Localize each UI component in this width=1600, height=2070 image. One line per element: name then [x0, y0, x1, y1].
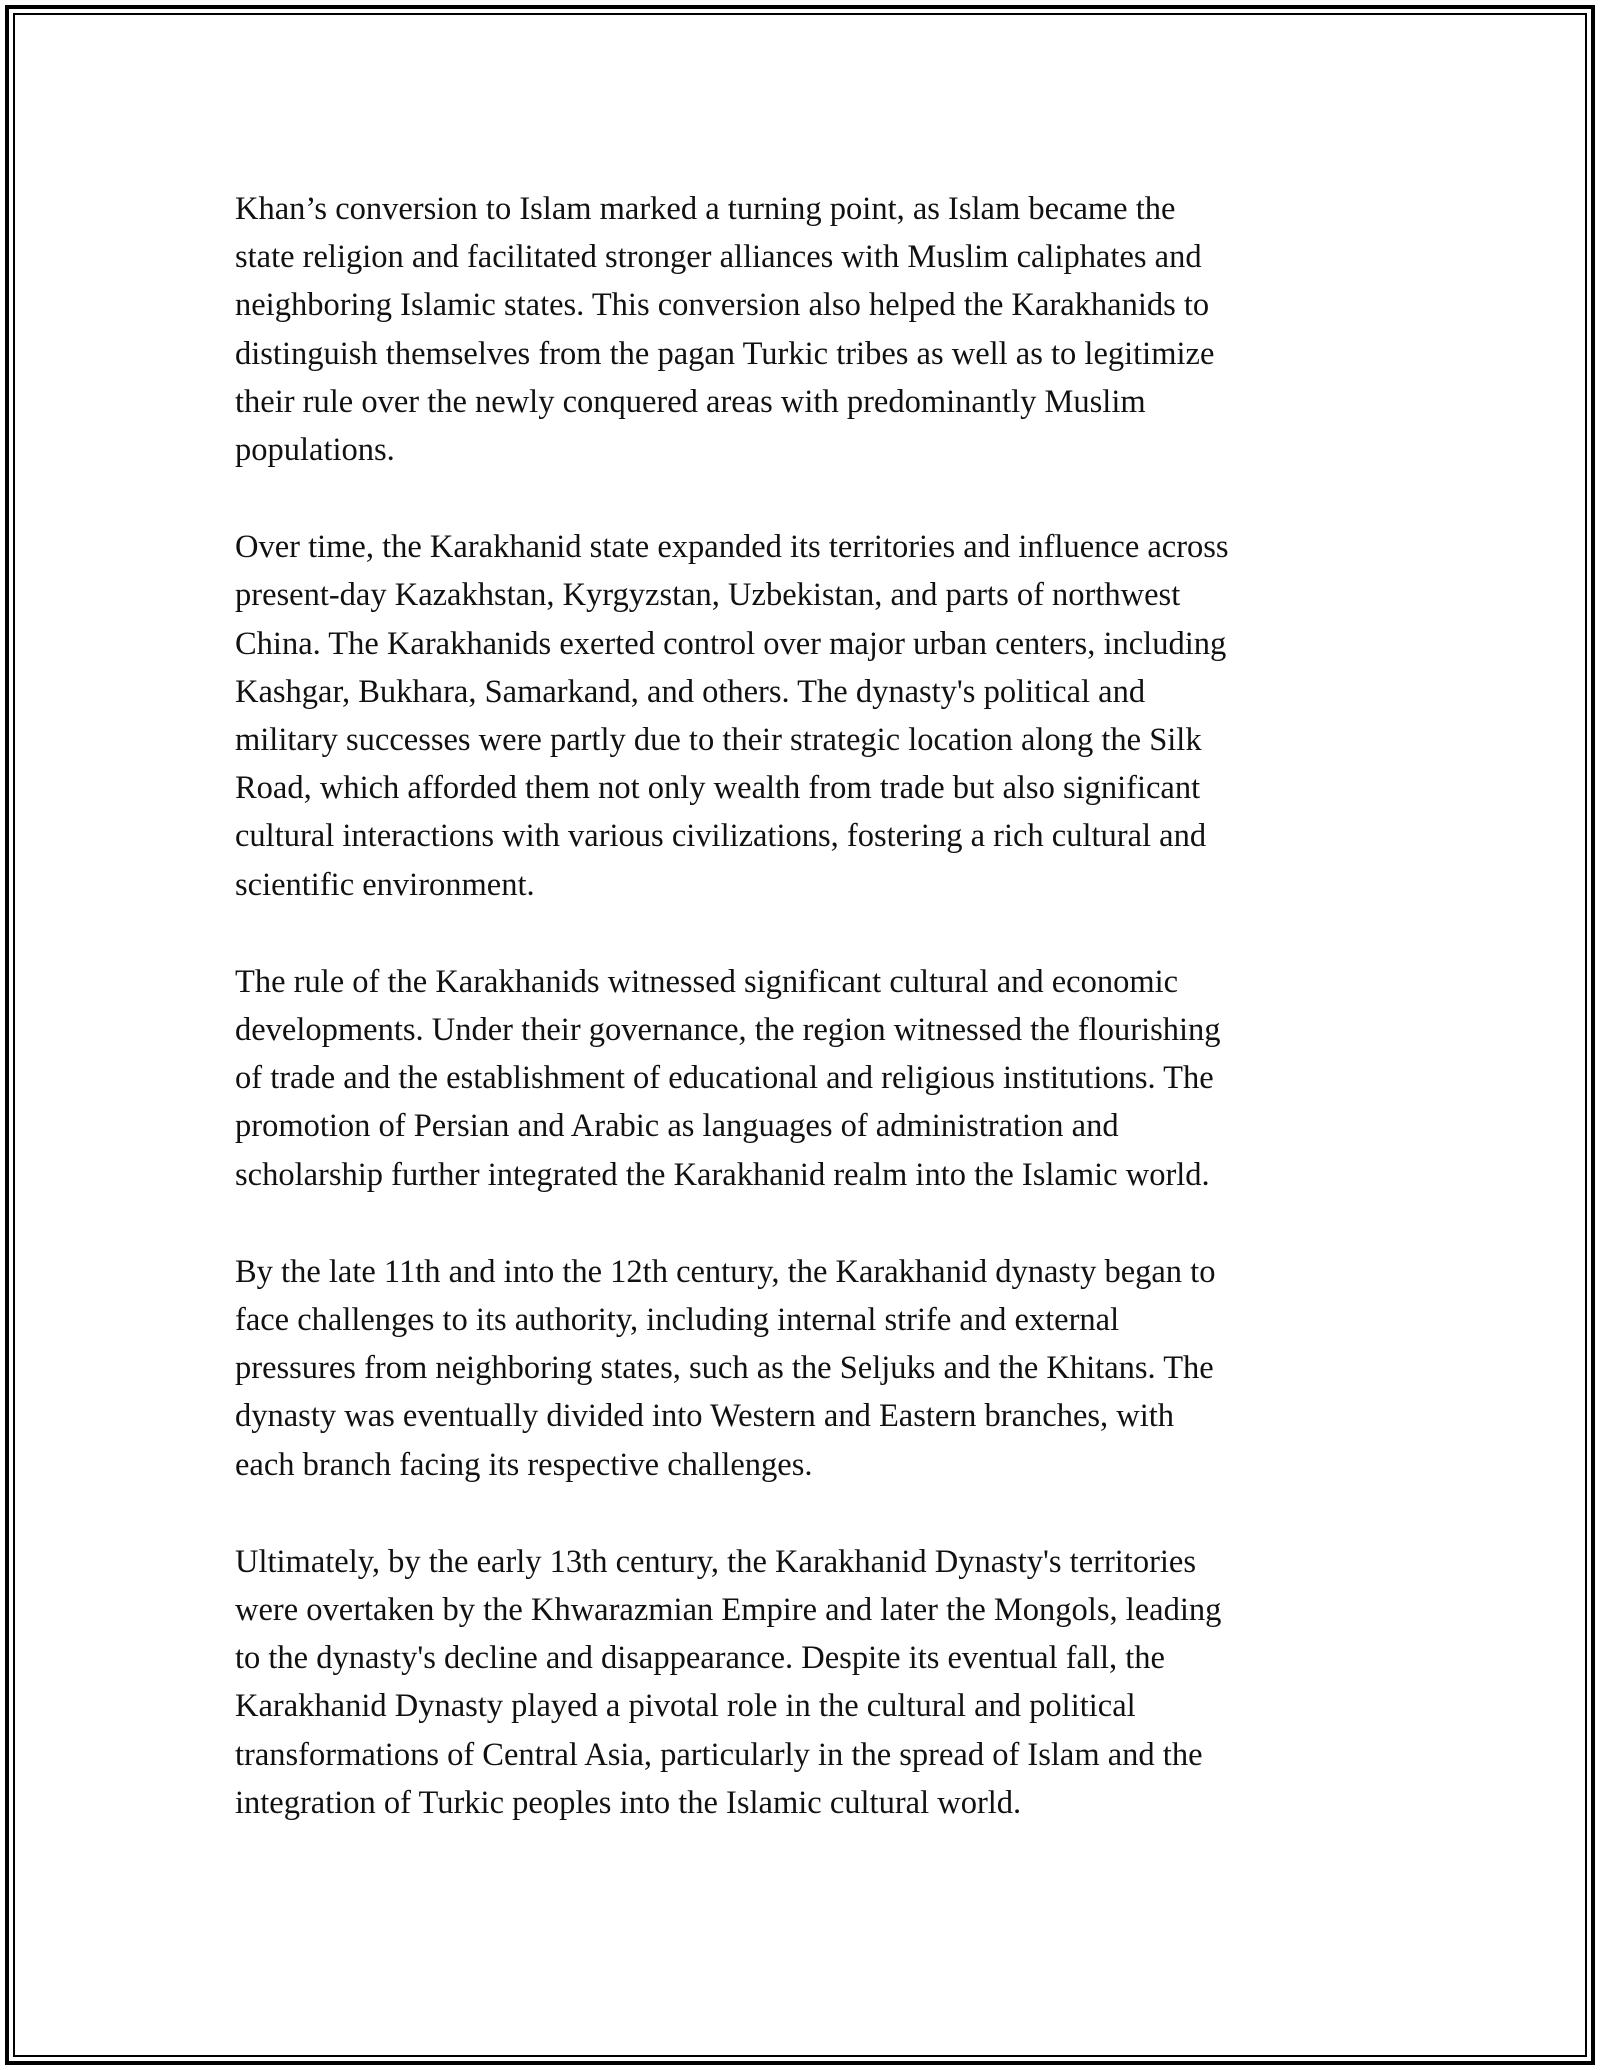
document-body — [235, 185, 1370, 1876]
paragraph-conversion: Khan’s conversion to Islam marked a turning point, as Islam became the state religion and facilitated stronger alliances with Muslim caliphates and neighboring Islamic states. This conversion also helped the Karakhanids to distinguish themselves from the pagan Turkic tribes as well as to legitimize their rule over the newly conquered areas with predominantly Muslim populations. — [235, 191, 1215, 469]
paragraph-developments: The rule of the Karakhanids witnessed significant cultural and economic developments. Under their governance, the region witnessed the flourishing of trade and the establishment of educational and religious institutions. The promotion of Persian and Arabic as languages of administration and scholarship further integrated the Karakhanid realm into the Islamic world. — [235, 963, 1221, 1193]
paragraph-decline: Ultimately, by the early 13th century, the Karakhanid Dynasty's territories were overtaken by the Khwarazmian Empire and later the Mongols, leading to the dynasty's decline and disappearance. Despite its eventual fall, the Karakhanid Dynasty played a pivotal role in the cultural and political transformations of Central Asia, particularly in the spread of Islam and the integration of Turkic peoples into the Islamic cultural world. — [235, 1543, 1222, 1821]
paragraph-challenges: By the late 11th and into the 12th century, the Karakhanid dynasty began to face challenges to its authority, including internal strife and external pressures from neighboring states, such as the Seljuks and the Khitans. The dynasty was eventually divided into Western and Eastern branches, with each branch facing its respective challenges. — [235, 1253, 1216, 1483]
paragraph-expansion: Over time, the Karakhanid state expanded its territories and influence across present-day Kazakhstan, Kyrgyzstan, Uzbekistan, and parts of northwest China. The Karakhanids exerted control over major urban centers, including Kashgar, Bukhara, Samarkand, and others. The dynasty's political and military successes were partly due to their strategic location along the Silk Road, which afforded them not only wealth from trade but also significant cultural interactions with various civilizations, fostering a rich cultural and scientific environment. — [235, 529, 1229, 903]
